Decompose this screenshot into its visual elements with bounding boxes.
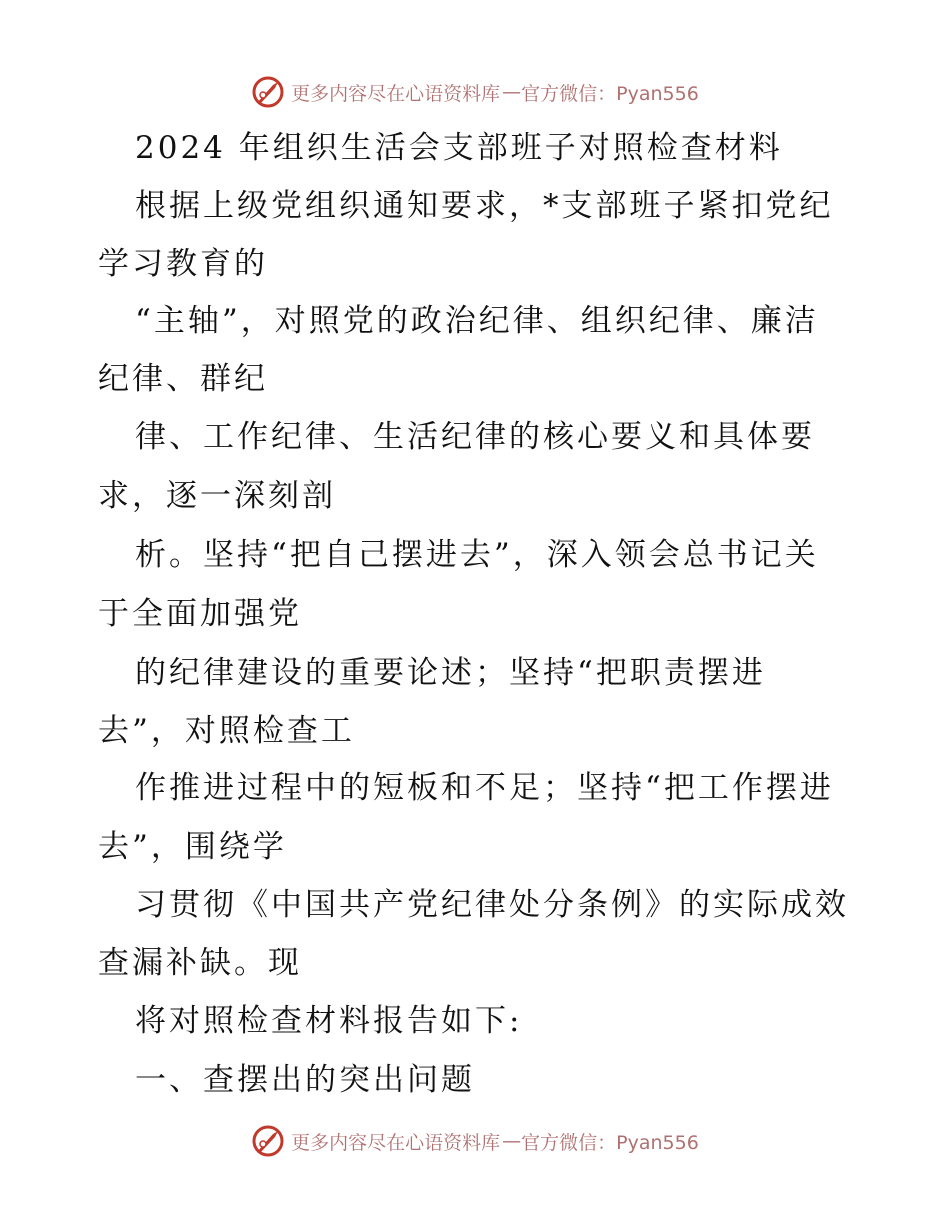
watermark-text: 更多内容尽在心语资料库 (291, 1131, 501, 1154)
body-line: 于全面加强党 (98, 596, 302, 632)
body-line: 去”，围绕学 (98, 829, 287, 865)
body-line: 纪律、群纪 (98, 361, 268, 397)
document-title: 2024 年组织生活会支部班子对照检查材料 (135, 130, 783, 166)
body-line: 根据上级党组织通知要求，*支部班子紧扣党纪 (135, 188, 834, 224)
section-heading: 一、查摆出的突出问题 (135, 1062, 475, 1098)
watermark-text: 更多内容尽在心语资料库 (291, 82, 501, 105)
watermark-separator: — (502, 81, 520, 103)
body-line: 查漏补缺。现 (98, 945, 302, 981)
watermark-separator: — (502, 1130, 520, 1152)
body-line: 析。坚持“把自己摆进去”，深入领会总书记关 (135, 537, 819, 573)
body-line: 去”，对照检查工 (98, 713, 355, 749)
watermark-header (0, 72, 950, 112)
watermark-suffix: 官方微信：Pyan556 (521, 82, 699, 105)
watermark-footer (0, 1121, 950, 1161)
body-line: 律、工作纪律、生活纪律的核心要义和具体要 (135, 419, 815, 455)
body-line: 学习教育的 (98, 246, 268, 282)
body-line: 作推进过程中的短板和不足；坚持“把工作摆进 (135, 770, 834, 806)
body-line: “主轴”，对照党的政治纪律、组织纪律、廉洁 (135, 303, 819, 339)
watermark-suffix: 官方微信：Pyan556 (521, 1131, 699, 1154)
body-line: 习贯彻《中国共产党纪律处分条例》的实际成效 (135, 887, 849, 923)
body-line: 的纪律建设的重要论述；坚持“把职责摆进 (135, 655, 766, 691)
quill-logo-icon (251, 75, 285, 109)
body-line: 将对照检查材料报告如下: (135, 1003, 523, 1039)
quill-logo-icon (251, 1124, 285, 1158)
body-line: 求，逐一深刻剖 (98, 478, 336, 514)
